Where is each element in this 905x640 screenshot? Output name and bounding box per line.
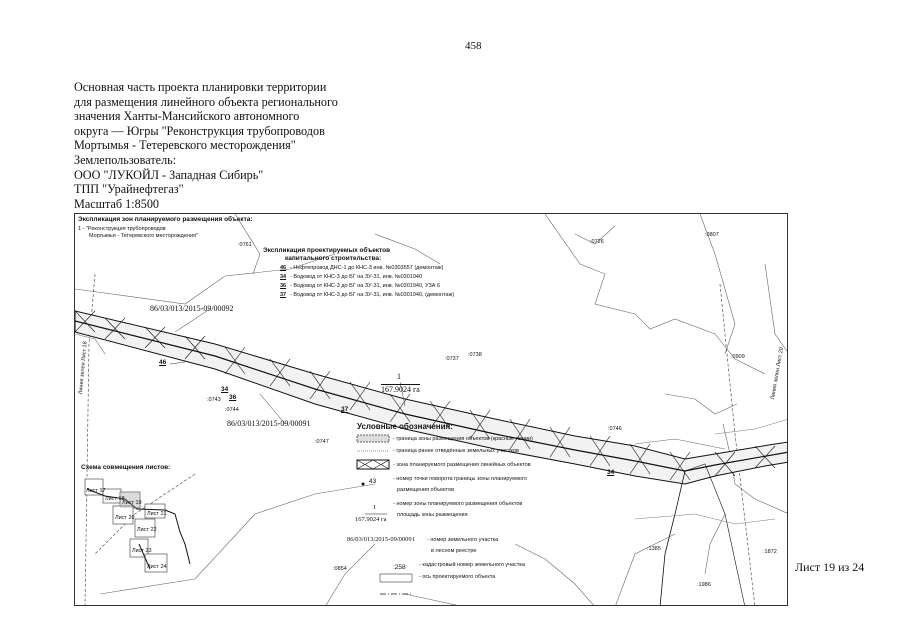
parcel-label: 86/03/013/2015-09/00092: [150, 304, 234, 313]
cadastral-label: :1872: [763, 549, 777, 555]
legend-point-sample: 43: [369, 478, 377, 485]
cadastral-label: :0909: [731, 354, 745, 360]
header-line: значения Ханты-Мансийского автономного: [74, 109, 300, 124]
scheme-sheet-label: Лист 18: [105, 496, 125, 502]
legend-item: - зона планируемого размещения линейных объектов: [393, 462, 531, 468]
object-number-on-map: 34: [607, 469, 615, 476]
cadastral-label: :0744: [225, 407, 239, 413]
parcel-label: 86/03/013/2015-09/00091: [227, 419, 311, 428]
legend-zone-sample-area: 167.9024 га: [355, 516, 387, 523]
object-number-on-map: 37: [341, 406, 349, 413]
sheet-label: Лист 19 из 24: [795, 560, 865, 574]
legend-item: - номер точки поворота границы зоны планируемого: [393, 476, 527, 482]
cadastral-label: :0746: [608, 426, 622, 432]
cadastral-label: :0747: [315, 439, 329, 445]
cadastral-label: :1986: [697, 582, 711, 588]
object-number-on-map: 34: [221, 386, 229, 393]
object-description: - Водовод от КНС-3 до БГ на ЗУ-31, инв. №0301940, (демонтаж): [290, 292, 455, 298]
legend-item: - номер земельного участка: [427, 537, 499, 543]
legend-item: - ось проектируемого объекта: [419, 574, 496, 580]
header-line: для размещения линейного объекта регионального: [74, 94, 338, 109]
object-number: 36: [280, 283, 287, 289]
cadastral-label: :0738: [468, 352, 482, 358]
road-label: Линия зелен Лист 18: [78, 341, 89, 395]
cadastral-label: :0737: [445, 356, 459, 362]
zone-explication-item: 1 - "Реконструкция трубопроводов: [78, 226, 166, 232]
objects-explication-title-line2: капитального строительства:: [285, 255, 382, 262]
cadastral-label: :1385: [647, 546, 661, 552]
object-number: 46: [280, 265, 287, 271]
objects-explication-title: Экспликация проектируемых объектов: [263, 247, 391, 254]
header-line: Землепользователь:: [74, 152, 177, 167]
header-line: ООО "ЛУКОЙЛ - Западная Сибирь": [74, 167, 264, 182]
object-description: - Водовод от КНС-3 до БГ на ЗУ-31, инв. №0301940: [290, 274, 423, 280]
header-line: ТПП "Урайнефтегаз": [74, 182, 184, 197]
object-number: 37: [280, 292, 287, 298]
cadastral-label: :0854: [333, 566, 347, 572]
scheme-sheet-label: Лист 24: [147, 564, 167, 570]
scheme-sheet-label: Лист 23: [132, 548, 152, 554]
scheme-sheet-label: Лист 22: [137, 527, 157, 533]
header-line: Мортымья - Тетеревского месторождения": [74, 138, 296, 153]
legend-title: Условные обозначения:: [357, 422, 453, 431]
cadastral-label: :0761: [238, 242, 252, 248]
object-description: - Нефтепровод ДНС-1 до КНС-3 инв. №0303557 (демонтаж): [290, 265, 444, 271]
object-number-on-map: 46: [159, 359, 167, 366]
legend-item: площадь зоны размещения: [397, 512, 468, 518]
zone-number-label: 1: [397, 372, 401, 381]
legend-cadastral-sample: :258: [393, 564, 406, 571]
zone-explication-title: Экспликация зон планируемого размещения объекта:: [78, 216, 253, 223]
zone-explication-item-line2: Мортымья - Тетеревского месторождения": [89, 233, 198, 239]
legend-parcel-sample: 86/03/013/2015-09/00091: [347, 536, 415, 543]
scheme-sheet-label: Лист 17: [86, 488, 106, 494]
legend-item: размещения объектов: [397, 487, 454, 493]
cadastral-label: :0726: [590, 239, 604, 245]
road-label: Линия зелен Лист 20: [770, 346, 786, 401]
header-line: округа — Югры "Реконструкция трубопроводов: [74, 123, 325, 138]
scheme-sheet-label: Лист 21: [147, 511, 167, 517]
scheme-title: Схема совмещения листов:: [81, 464, 171, 471]
zone-area-label: 167.9024 га: [381, 385, 420, 394]
page-number: 458: [465, 40, 482, 52]
legend-item: - граница зоны размещения объектов (красные линии): [393, 436, 533, 442]
legend-item: - граница ранее отведённых земельных участков: [393, 448, 519, 454]
object-number: 34: [280, 274, 287, 280]
map-frame: [74, 213, 788, 606]
legend-item: - номер зоны планируемого размещения объектов: [393, 501, 523, 507]
header-line: Масштаб 1:8500: [74, 196, 160, 211]
document-header: [74, 80, 394, 211]
legend-zone-sample-number: 1: [373, 504, 377, 511]
object-description: - Водовод от КНС-3 до БГ на ЗУ-31, инв. №0301940, УЗА 6: [290, 283, 441, 289]
legend-item: в лесном реестре: [431, 548, 477, 554]
scheme-sheet-label: Лист 20: [115, 515, 135, 521]
legend-item: - кадастровый номер земельного участка: [419, 562, 525, 568]
header-line: Основная часть проекта планировки территории: [74, 80, 327, 94]
scheme-sheet-label: Лист 19: [122, 500, 142, 506]
object-number-on-map: 36: [229, 394, 237, 401]
cadastral-label: :0743: [207, 397, 221, 403]
cadastral-label: :0807: [705, 232, 719, 238]
